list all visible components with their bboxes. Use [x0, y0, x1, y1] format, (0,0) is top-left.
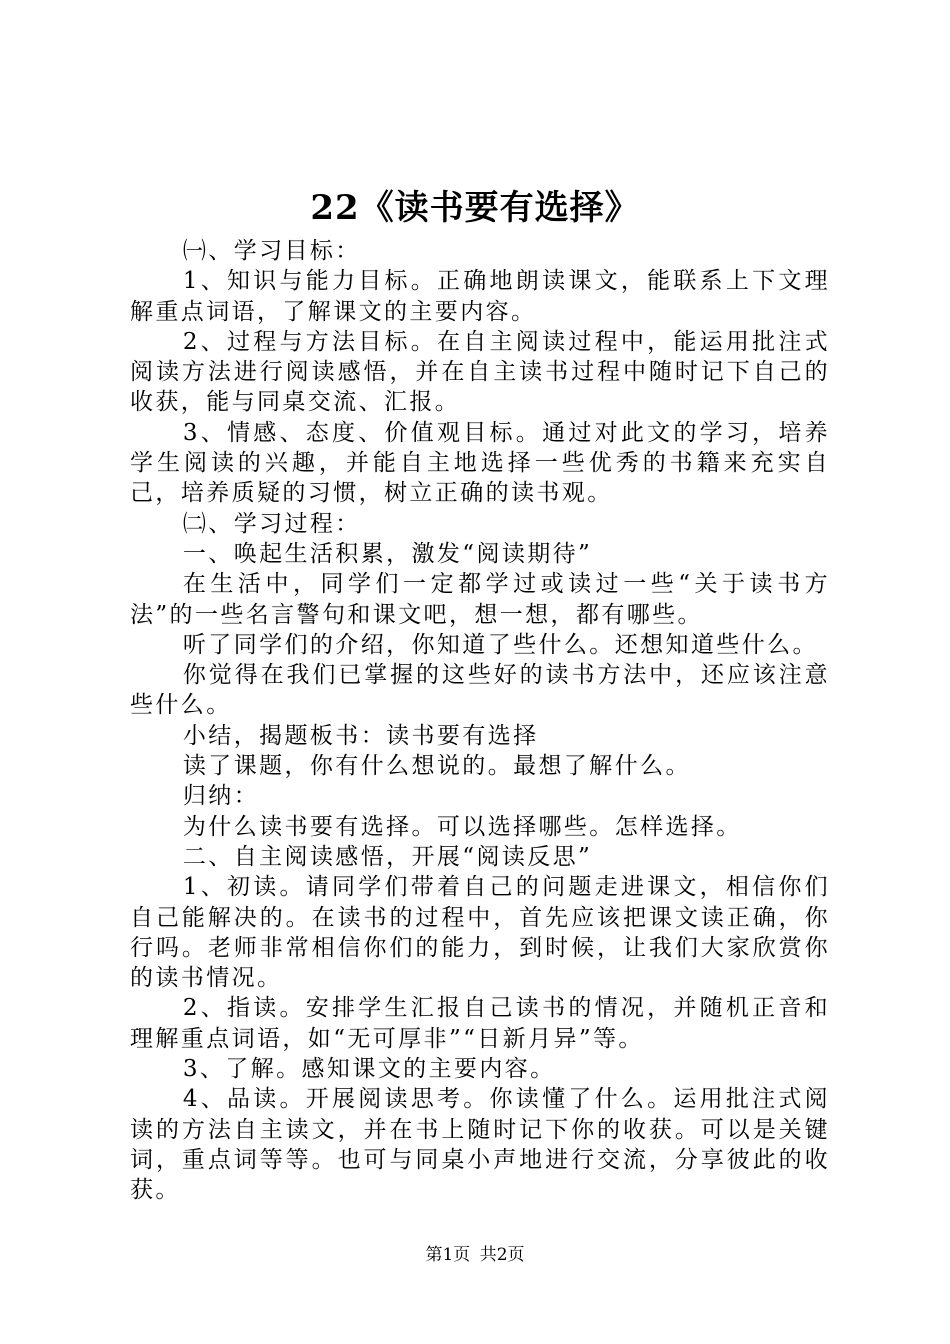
- paragraph-methods: 你觉得在我们已掌握的这些好的读书方法中，还应该注意些什么。: [130, 662, 830, 719]
- goal-emotion: 3、情感、态度、价值观目标。通过对此文的学习，培养学生阅读的兴趣，并能自主地选择一些优秀的书籍来充实自己，培养质疑的习惯，树立正确的读书观。: [130, 419, 830, 507]
- paragraph-listen: 听了同学们的介绍，你知道了些什么。还想知道些什么。: [182, 631, 818, 658]
- paragraph-summary: 小结，揭题板书：读书要有选择: [182, 722, 539, 749]
- step-understand: 3、了解。感知课文的主要内容。: [182, 1056, 556, 1083]
- step-guided-read: 2、指读。安排学生汇报自己读书的情况，并随机正音和理解重点词语，如“无可厚非”“日新月异”等。: [130, 995, 830, 1052]
- paragraph-title-reading: 读了课题，你有什么想说的。最想了解什么。: [182, 753, 691, 780]
- paragraph-questions: 为什么读书要有选择。可以选择哪些。怎样选择。: [182, 813, 742, 840]
- paragraph-life: 在生活中，同学们一定都学过或读过一些“关于读书方法”的一些名言警句和课文吧，想一想，都有哪些。: [130, 571, 830, 628]
- step-appreciate: 4、品读。开展阅读思考。你读懂了什么。运用批注式阅读的方法自主读文，并在书上随时记下你的收获。可以是关键词，重点词等等。也可与同桌小声地进行交流，分享彼此的收获。: [130, 1086, 830, 1204]
- section-heading-process: ㈡、学习过程：: [182, 510, 361, 537]
- paragraph-conclusion-label: 归纳：: [182, 783, 260, 810]
- step-heading-two: 二、自主阅读感悟，开展“阅读反思”: [182, 843, 593, 870]
- section-heading-goals: ㈠、学习目标：: [182, 238, 361, 264]
- step-heading-one: 一、唤起生活积累，激发“阅读期待”: [182, 540, 593, 567]
- goal-knowledge: 1、知识与能力目标。正确地朗读课文，能联系上下文理解重点词语，了解课文的主要内容。: [130, 268, 830, 325]
- goal-process: 2、过程与方法目标。在自主阅读过程中，能运用批注式阅读方法进行阅读感悟，并在自主读书过程中随时记下自己的收获，能与同桌交流、汇报。: [130, 328, 830, 416]
- page-footer: 第1页 共2页: [425, 1245, 525, 1265]
- step-first-read: 1、初读。请同学们带着自己的问题走进课文，相信你们自己能解决的。在读书的过程中，首先应该把课文读正确，你行吗。老师非常相信你们的能力，到时候，让我们大家欣赏你的读书情况。: [130, 874, 830, 992]
- document-title: 22《读书要有选择》: [310, 188, 640, 228]
- document-body: [130, 236, 830, 1206]
